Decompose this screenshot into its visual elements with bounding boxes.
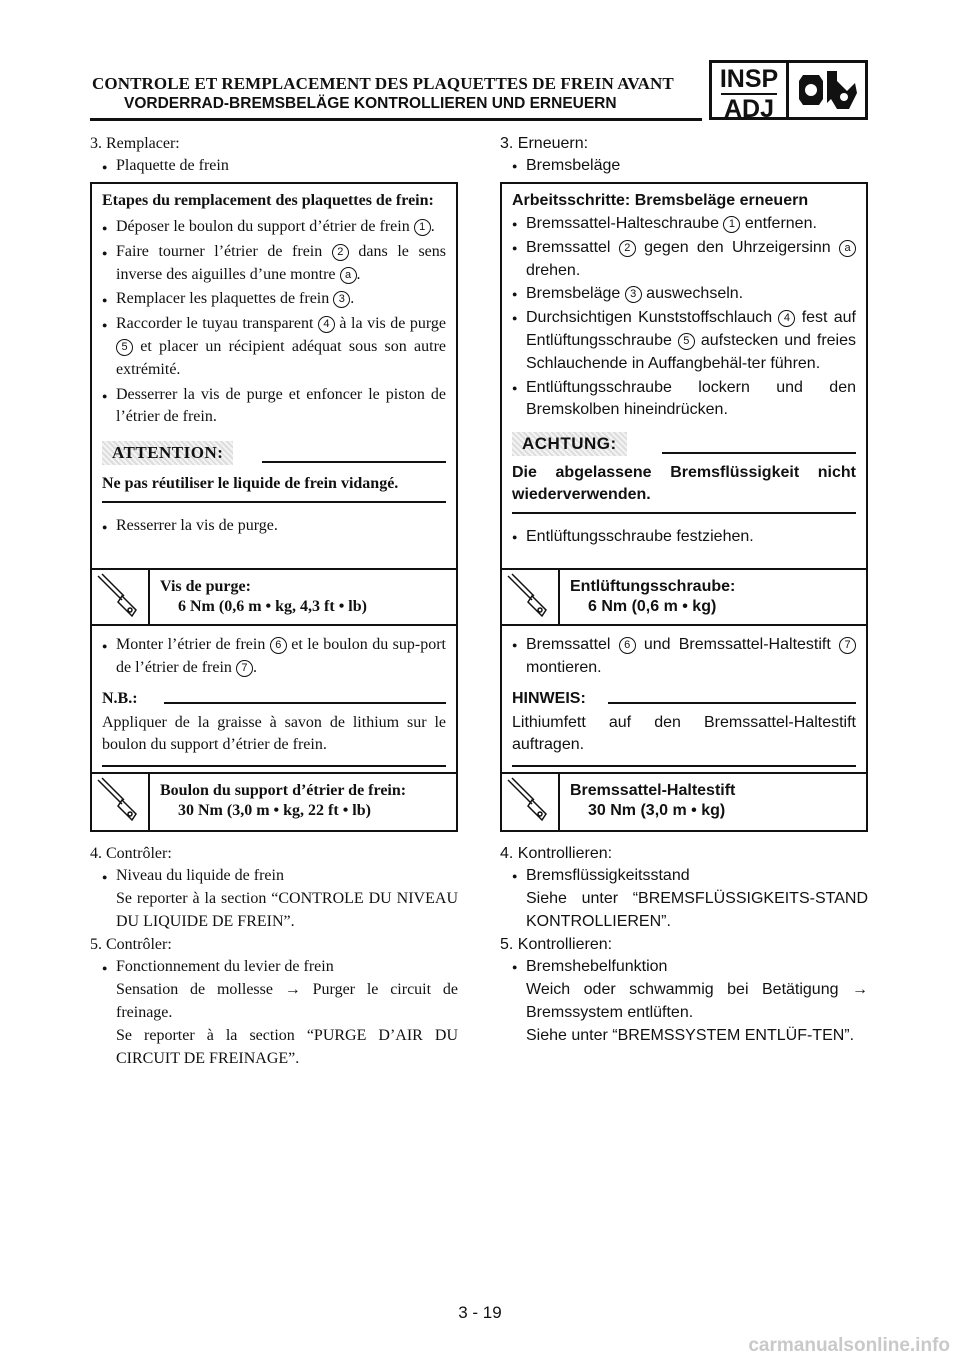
de-note-rule	[608, 702, 856, 704]
de-step5-label: 5. Kontrollieren:	[500, 936, 613, 954]
item-text: montieren.	[526, 658, 602, 676]
de-step5-text: Weich oder schwammig bei Betätigung → Bremssystem entlüften.	[526, 981, 868, 1021]
fr-step5-text: Sensation de mollesse → Purger le circuit de freinage.	[116, 981, 458, 1021]
fr-step5-item: ● Fonctionnement du levier de frein	[102, 956, 458, 979]
de-caution-end-rule	[512, 512, 856, 514]
fr-caution-header	[102, 439, 446, 469]
torque-wrench-icon	[92, 570, 150, 624]
callout-marker: 2	[332, 244, 349, 261]
item-text: Durchsichtigen Kunststoffschlauch	[526, 309, 779, 327]
de-note-text: Lithiumfett auf den Bremssattel-Haltestift auftragen.	[512, 713, 856, 754]
fr-torque1-value: 6 Nm (0,6 m • kg, 4,3 ft • lb)	[178, 598, 367, 615]
callout-marker: 3	[333, 291, 350, 308]
fr-torque1-name: Vis de purge:	[160, 578, 251, 595]
fr-torque-caliper-bolt	[92, 772, 456, 830]
fr-box-item	[102, 241, 446, 287]
de-torque-bleed-screw	[502, 568, 866, 626]
de-box-item	[512, 377, 856, 423]
de-box-item	[512, 213, 856, 236]
item-text: aufstecken und freies Schlauchende in Auffangbehäl-ter führen.	[526, 331, 856, 372]
item-text: fest auf Entlüftungsschraube	[526, 309, 856, 349]
fr-box-item	[102, 288, 446, 311]
fr-caution-rule	[262, 461, 446, 463]
de-step3-item: ● Bremsbeläge	[512, 155, 868, 178]
fr-item-install	[102, 634, 446, 680]
item-text: Bremssattel	[526, 636, 619, 653]
item-text: Entlüftungsschraube lockern und den Bremskolben hineindrücken.	[526, 378, 856, 419]
callout-marker: 5	[116, 339, 133, 356]
de-box-title: Arbeitsschritte: Bremsbeläge erneuern	[512, 192, 809, 209]
item-text: und Bremssattel-Haltestift	[635, 636, 839, 653]
item-text: et le boulon du sup-port de l’étrier de frein	[116, 636, 446, 676]
item-text: Remplacer les plaquettes de frein	[116, 290, 334, 308]
item-text: gegen den Uhrzeigersinn	[635, 238, 839, 256]
item-text: .	[356, 265, 361, 283]
de-caution-text: Die abgelassene Bremsflüssigkeit nicht wiederverwenden.	[512, 464, 856, 504]
item-text: dans le sens inverse des aiguilles d’une montre	[116, 242, 447, 283]
fr-note-label: N.B.:	[102, 689, 138, 707]
item-text: Monter l’étrier de frein	[116, 636, 270, 653]
de-procedure-box	[500, 182, 868, 832]
item-text: Déposer le boulon du support d’étrier de frein	[116, 218, 414, 235]
callout-marker: 2	[619, 240, 636, 257]
callout-marker: 3	[625, 286, 642, 303]
callout-marker: 1	[414, 219, 431, 236]
fr-caution-end-rule	[102, 501, 446, 503]
item-text: Raccorder le tuyau transparent	[116, 315, 318, 333]
item-text: .	[252, 658, 257, 676]
fr-torque-bleed-screw	[92, 568, 456, 626]
de-torque1-value: 6 Nm (0,6 m • kg)	[588, 598, 717, 615]
de-caution-header	[512, 430, 856, 460]
de-step5-item: ● Bremshebelfunktion	[512, 956, 868, 979]
de-note-end-rule	[512, 765, 856, 767]
badge-bottom-text: ADJ	[723, 95, 774, 123]
fr-box-title: Etapes du remplacement des plaquettes de frein:	[102, 192, 434, 209]
torque-wrench-icon	[502, 570, 560, 624]
item-text: drehen.	[526, 261, 581, 279]
wrench-tool-icon	[789, 60, 868, 120]
callout-marker: 4	[778, 310, 795, 327]
header-title-de: VORDERRAD-BREMSBELÄGE KONTROLLIEREN UND ERNEUERN	[124, 95, 617, 112]
de-caution-label: ACHTUNG:	[512, 432, 627, 456]
fr-step3-label: 3. Remplacer:	[90, 135, 180, 152]
callout-marker: 4	[318, 316, 335, 333]
de-box-item	[512, 307, 856, 375]
fr-caution-text: Ne pas réutiliser le liquide de frein vidangé.	[102, 475, 399, 493]
de-note-label: HINWEIS:	[512, 689, 586, 707]
fr-box-item	[102, 313, 446, 381]
de-box-item	[512, 237, 856, 283]
de-step3-label: 3. Erneuern:	[500, 135, 589, 152]
de-step4-ref: Siehe unter “BREMSFLÜSSIGKEITS-STAND KONTROLLIEREN”.	[526, 889, 868, 930]
column-german	[500, 133, 868, 178]
callout-marker: 6	[619, 637, 636, 654]
item-text: .	[430, 218, 435, 235]
callout-marker: 5	[678, 333, 695, 350]
watermark: carmanualsonline.info	[748, 1335, 950, 1356]
fr-steps-4-5	[90, 843, 458, 1070]
fr-step4-ref: Se reporter à la section “CONTROLE DU NIVEAU DU LIQUIDE DE FREIN”.	[116, 889, 458, 930]
item-text: entfernen.	[740, 215, 817, 232]
insp-adj-badge	[709, 60, 789, 123]
item-text: .	[350, 290, 355, 308]
de-torque1-name: Entlüftungsschraube:	[570, 578, 736, 595]
fr-torque2-name: Boulon du support d’étrier de frein:	[160, 782, 407, 799]
item-text: Desserrer la vis de purge et enfoncer le piston de l’étrier de frein.	[116, 385, 446, 426]
de-step5-ref: Siehe unter “BREMSSYSTEM ENTLÜF-TEN”.	[526, 1026, 855, 1044]
de-item-install	[512, 634, 856, 680]
item-text: Bremssattel-Halteschraube	[526, 215, 724, 232]
fr-box-item	[102, 384, 446, 430]
header-rule	[90, 118, 702, 121]
fr-caution-label: ATTENTION:	[102, 441, 233, 465]
column-french	[90, 133, 458, 178]
header-title-fr: CONTROLE ET REMPLACEMENT DES PLAQUETTES DE FREIN AVANT	[92, 74, 674, 93]
torque-wrench-icon	[92, 774, 150, 830]
item-text: Bremsbeläge	[526, 285, 625, 303]
fr-torque2-value: 30 Nm (3,0 m • kg, 22 ft • lb)	[178, 802, 371, 819]
fr-box-item	[102, 216, 446, 239]
de-torque-caliper-pin	[502, 772, 866, 830]
fr-step4-item: ● Niveau du liquide de frein	[102, 865, 458, 888]
fr-note-rule	[164, 702, 446, 704]
fr-step5-ref: Se reporter à la section “PURGE D’AIR DU CIRCUIT DE FREINAGE”.	[116, 1026, 458, 1067]
item-text: et placer un récipient adéquat sous son autre extrémité.	[116, 337, 446, 378]
de-torque2-name: Bremssattel-Haltestift	[570, 782, 736, 799]
item-text: auswechseln.	[641, 285, 744, 303]
de-steps-4-5	[500, 843, 868, 1048]
callout-marker: 7	[839, 637, 856, 654]
fr-step3-item: ● Plaquette de frein	[102, 155, 458, 178]
page-number: 3 - 19	[458, 1303, 502, 1322]
callout-marker: 7	[236, 660, 253, 677]
fr-note-header	[102, 690, 446, 712]
fr-step4-label: 4. Contrôler:	[90, 845, 172, 862]
item-text: Bremssattel	[526, 238, 619, 256]
de-caution-rule	[662, 452, 856, 454]
de-box-item	[512, 283, 856, 306]
de-note-header	[512, 690, 856, 712]
fr-step5-label: 5. Contrôler:	[90, 936, 172, 954]
item-text: Faire tourner l’étrier de frein	[116, 242, 332, 260]
fr-note-end-rule	[102, 765, 446, 767]
torque-wrench-icon	[502, 774, 560, 830]
de-item-tighten: ● Entlüftungsschraube festziehen.	[512, 526, 856, 549]
de-torque2-value: 30 Nm (3,0 m • kg)	[588, 802, 726, 819]
callout-marker: 1	[723, 216, 740, 233]
callout-marker: a	[839, 240, 856, 257]
item-text: à la vis de purge	[334, 315, 447, 333]
fr-item-tighten: ● Resserrer la vis de purge.	[102, 515, 446, 538]
badge-top-text: INSP	[719, 65, 779, 93]
de-step4-label: 4. Kontrollieren:	[500, 845, 613, 862]
callout-marker: a	[340, 267, 357, 284]
fr-procedure-box	[90, 182, 458, 832]
callout-marker: 6	[270, 637, 287, 654]
de-step4-item: ● Bremsflüssigkeitsstand	[512, 865, 868, 888]
fr-note-text: Appliquer de la graisse à savon de lithium sur le boulon du support d’étrier de frein.	[102, 713, 446, 754]
